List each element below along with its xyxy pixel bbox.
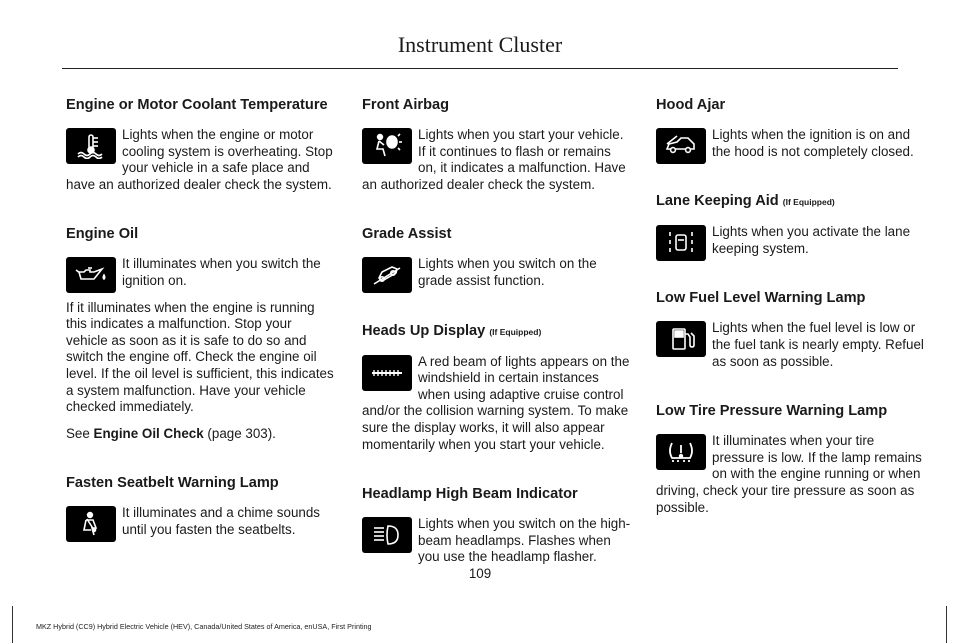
column-3 (656, 96, 926, 548)
section-title: Hood Ajar (656, 97, 726, 113)
section-grade-assist (362, 225, 632, 299)
coolant-temperature-icon (66, 128, 116, 164)
section-title: Fasten Seatbelt Warning Lamp (66, 475, 279, 492)
hood-ajar-icon (656, 128, 706, 164)
section-title: Grade Assist (362, 226, 452, 243)
airbag-icon (362, 128, 412, 164)
section-hood-ajar (656, 96, 926, 170)
section-text: Lights when you switch on the high-beam headlamps. Flashes when you use the headlamp flasher. (418, 516, 631, 565)
grade-assist-icon (362, 257, 412, 293)
section-text: Lights when you switch on the grade assist function. (418, 256, 597, 288)
see-suffix: (page 303). (203, 425, 276, 441)
section-text: Lights when you start your vehicle. If it continues to flash or remains on, it indicates a malfunction. Have an authorized dealer check the system. (362, 127, 626, 192)
section-title (362, 322, 632, 341)
oil-can-icon (66, 257, 116, 293)
page-number: 109 (468, 566, 492, 581)
section-text: It illuminates when you switch the ignition on. (122, 256, 321, 288)
high-beam-icon (362, 517, 412, 553)
section-engine-oil (66, 225, 336, 452)
fuel-pump-icon (656, 321, 706, 357)
heads-up-display-icon (362, 355, 412, 391)
section-text: It illuminates and a chime sounds until you fasten the seatbelts. (122, 505, 320, 537)
section-low-fuel (656, 289, 926, 380)
section-text: A red beam of lights appears on the windshield in certain instances when using adaptive cruise control and/or the collision warning system. To make sure the display works, it will also appear momentarily when you start your vehicle. (362, 353, 630, 452)
section-lane-keeping (656, 192, 926, 267)
section-text: If it illuminates when the engine is running this indicates a malfunction. Stop your vehicle as soon as it is safe to do so and switch the engine off. Check the engine oil level. If the oil level is sufficient, this indicates a system malfunction. Have your vehicle checked immediately. (66, 299, 334, 415)
section-text: Lights when the ignition is on and the hood is not completely closed. (712, 127, 914, 159)
column-1 (66, 96, 336, 571)
section-subtitle: (If Equipped) (782, 197, 835, 208)
section-title: Front Airbag (362, 97, 450, 113)
section-high-beam (362, 485, 632, 576)
section-title-text: Heads Up Display (362, 322, 486, 339)
seatbelt-icon (66, 506, 116, 542)
section-front-airbag (362, 96, 632, 203)
column-2 (362, 96, 632, 598)
section-text: Lights when the engine or motor cooling system is overheating. Stop your vehicle in a safe place and have an authorized dealer check the system. (66, 127, 333, 192)
section-title-text: Lane Keeping Aid (656, 193, 779, 210)
see-prefix: See (66, 425, 94, 441)
section-title: Low Fuel Level Warning Lamp (656, 290, 866, 307)
crop-mark-left (12, 606, 13, 643)
engine-oil-check-link[interactable]: Engine Oil Check (93, 425, 204, 441)
section-title: Headlamp High Beam Indicator (362, 486, 578, 503)
section-coolant-temperature (66, 96, 336, 203)
section-text: Lights when the fuel level is low or the fuel tank is nearly empty. Refuel as soon as possible. (712, 320, 924, 369)
footer-text: MKZ Hybrid (CC9) Hybrid Electric Vehicle (HEV), Canada/United States of America, enUSA, First Printing (36, 622, 372, 631)
section-text: It illuminates when your tire pressure is low. If the lamp remains on with the engine running or when driving, check your tire pressure as soon as possible. (656, 433, 922, 515)
section-title: Low Tire Pressure Warning Lamp (656, 403, 888, 420)
crop-mark-right (946, 606, 947, 643)
section-low-tire-pressure (656, 402, 926, 526)
header-rule (62, 68, 898, 69)
section-heads-up-display (362, 322, 632, 464)
page-header-title: Instrument Cluster (397, 32, 563, 57)
section-title: Engine Oil (66, 226, 139, 243)
section-text: Lights when you activate the lane keeping system. (712, 224, 911, 256)
lane-keeping-icon (656, 225, 706, 261)
section-subtitle: (If Equipped) (489, 326, 542, 337)
see-reference (66, 426, 336, 443)
section-title (656, 192, 926, 211)
section-seatbelt (66, 474, 336, 548)
tire-pressure-icon (656, 434, 706, 470)
section-title: Engine or Motor Coolant Temperature (66, 97, 328, 113)
